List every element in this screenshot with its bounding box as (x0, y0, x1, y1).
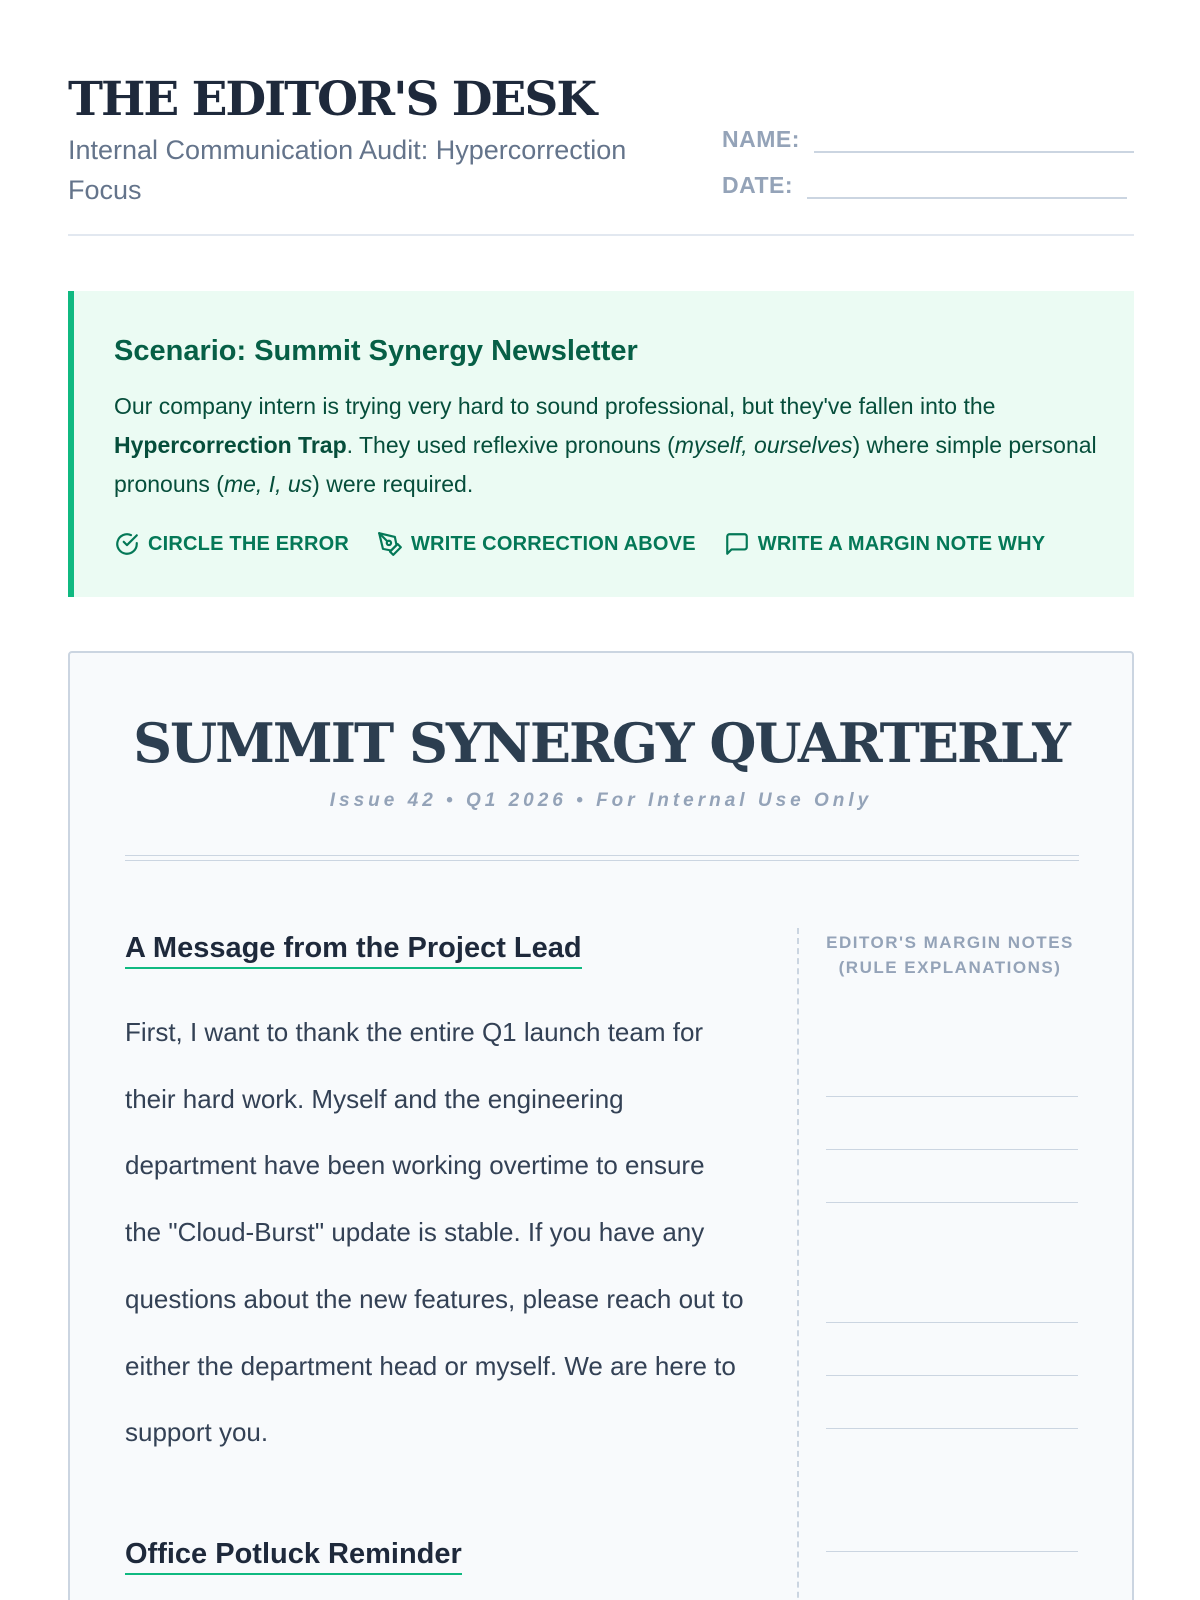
article-title: A Message from the Project Lead (125, 931, 582, 969)
margin-note-line[interactable] (826, 1202, 1078, 1203)
newsletter-page (68, 651, 1134, 1600)
margin-note-line[interactable] (826, 1149, 1078, 1150)
margin-note-line[interactable] (826, 1096, 1078, 1097)
article-body[interactable]: First, I want to thank the entire Q1 launch team for their hard work. Myself and the engineering department have been working overtime to ensure the "Cloud-Burst" update is stable. If you have any questions about the new features, please reach out to either the department head or myself. We are here to support you. (125, 1017, 744, 1448)
worksheet-subtitle: Internal Communication Audit: Hypercorrection Focus (68, 135, 627, 205)
date-field (722, 172, 1127, 199)
name-input-line[interactable] (814, 127, 1134, 153)
comment-icon (724, 531, 750, 557)
newsletter-masthead: SUMMIT SYNERGY QUARTERLY (133, 711, 1069, 775)
margin-notes-title: EDITOR'S MARGIN NOTES (RULE EXPLANATIONS) (826, 933, 1074, 977)
brand-title: THE EDITOR'S DESK (68, 72, 596, 127)
name-label: NAME: (722, 126, 800, 152)
margin-note-line[interactable] (826, 1322, 1078, 1323)
instruction-write-correction: WRITE CORRECTION ABOVE (377, 531, 696, 557)
date-input-line[interactable] (807, 173, 1127, 199)
instruction-margin-note: WRITE A MARGIN NOTE WHY (724, 531, 1046, 557)
scenario-box (68, 291, 1134, 597)
issue-line: Issue 42 • Q1 2026 • For Internal Use Only (329, 790, 873, 811)
margin-note-line[interactable] (826, 1375, 1078, 1376)
date-label: DATE: (722, 172, 794, 198)
worksheet-header (68, 70, 1134, 238)
header-divider (68, 234, 1134, 236)
pen-icon (377, 531, 403, 557)
instruction-list (114, 531, 1073, 557)
article-potluck (125, 1537, 462, 1575)
scenario-title: Scenario: Summit Synergy Newsletter (114, 335, 638, 367)
margin-note-line[interactable] (826, 1428, 1078, 1429)
scenario-description: Our company intern is trying very hard to sound professional, but they've fallen into the Hypercorrection Trap. They used reflexive pronouns (myself, ourselves) where simple personal pronouns (me, I, us) were required. (114, 393, 1097, 497)
article-project-lead (125, 931, 745, 1466)
margin-divider (797, 928, 799, 1600)
name-field (722, 126, 1134, 153)
margin-note-line[interactable] (826, 1551, 1078, 1552)
article-title: Office Potluck Reminder (125, 1537, 462, 1575)
check-circle-icon (114, 531, 140, 557)
masthead-divider (125, 855, 1079, 861)
instruction-circle-error: CIRCLE THE ERROR (114, 531, 349, 557)
